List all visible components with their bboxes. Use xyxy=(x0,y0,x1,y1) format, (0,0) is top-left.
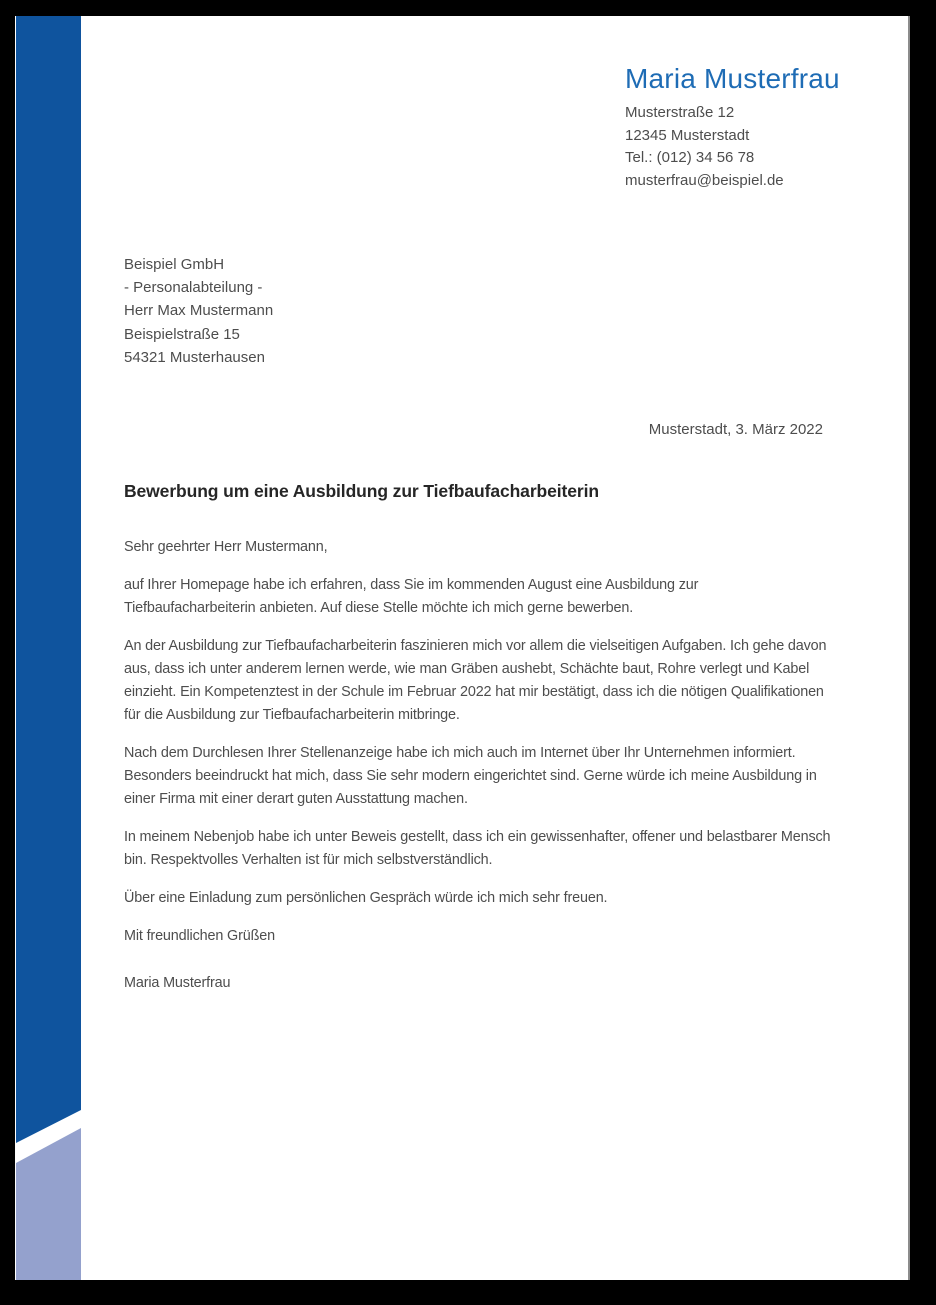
sender-city: 12345 Musterstadt xyxy=(625,126,750,144)
salutation: Sehr geehrter Herr Mustermann, xyxy=(124,539,328,555)
letter-body xyxy=(124,536,832,1010)
paragraph-4: In meinem Nebenjob habe ich unter Beweis gestellt, dass ich ein gewissenhafter, offener und belastbarer Mensch bin. Respektvolles Verhalten ist für mich selbstverständlich. xyxy=(124,829,831,868)
sender-name: Maria Musterfrau xyxy=(625,63,840,94)
recipient-city: 54321 Musterhausen xyxy=(124,348,265,366)
stripe-dark-blue-segment xyxy=(16,16,81,1280)
decorative-side-stripe xyxy=(16,16,81,1280)
paragraph-2: An der Ausbildung zur Tiefbaufacharbeiterin faszinieren mich vor allem die vielseitigen Aufgaben. Ich gehe davon aus, dass ich unter anderem lernen werde, wie man Gräben aushebt, Schächte baut, Rohre verlegt und Kabel einzieht. Ein Kompetenztest in der Schule im Februar 2022 hat mir bestätigt, dass ich die nötigen Qualifikationen für die Ausbildung zur Tiefbaufacharbeiterin mitbringe. xyxy=(124,638,827,723)
signature-name: Maria Musterfrau xyxy=(124,975,231,991)
recipient-department: - Personalabteilung - xyxy=(124,279,263,297)
recipient-contact-person: Herr Max Mustermann xyxy=(124,302,274,320)
paragraph-1: auf Ihrer Homepage habe ich erfahren, dass Sie im kommenden August eine Ausbildung zur Tiefbaufacharbeiterin anbieten. Auf diese Stelle möchte ich mich gerne bewerben. xyxy=(124,577,699,616)
recipient-block xyxy=(124,253,273,369)
recipient-street: Beispielstraße 15 xyxy=(124,325,240,343)
letter-page xyxy=(15,16,910,1280)
sender-address xyxy=(625,102,840,192)
date-line: Musterstadt, 3. März 2022 xyxy=(648,421,823,438)
closing-formula: Mit freundlichen Grüßen xyxy=(124,928,275,944)
paragraph-5: Über eine Einladung zum persönlichen Gespräch würde ich mich sehr freuen. xyxy=(124,890,608,906)
paragraph-3: Nach dem Durchlesen Ihrer Stellenanzeige habe ich mich auch im Internet über Ihr Unternehmen informiert. Besonders beeindruckt hat mich, dass Sie sehr modern eingerichtet sind. Gerne würde ich meine Ausbildung in einer Firma mit einer derart guten Ausstattung machen. xyxy=(124,745,817,807)
subject-line: Bewerbung um eine Ausbildung zur Tiefbaufacharbeiterin xyxy=(124,481,599,501)
sender-phone: Tel.: (012) 34 56 78 xyxy=(625,149,755,167)
sender-street: Musterstraße 12 xyxy=(625,104,735,122)
sender-block xyxy=(625,63,840,192)
recipient-company: Beispiel GmbH xyxy=(124,256,225,273)
sender-email: musterfrau@beispiel.de xyxy=(625,171,784,189)
